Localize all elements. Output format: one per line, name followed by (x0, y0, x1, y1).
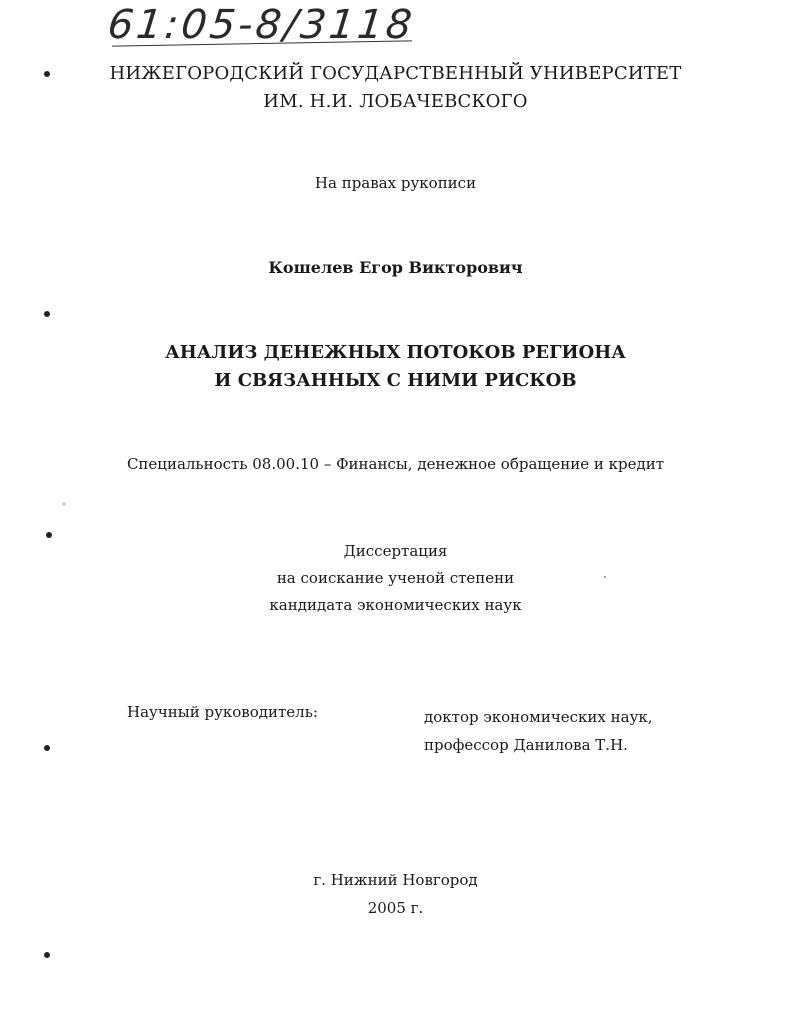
year: 2005 г. (367, 899, 424, 917)
binding-hole-mark (44, 311, 50, 317)
supervisor-name: профессор Данилова Т.Н. (424, 736, 628, 754)
dissertation-title (0, 339, 791, 395)
author-name: Кошелев Егор Викторович (268, 258, 523, 277)
specialty: Специальность 08.00.10 – Финансы, денежное обращение и кредит (126, 455, 665, 473)
supervisor-info (424, 703, 653, 759)
place-and-year (0, 866, 791, 922)
university-line-1: НИЖЕГОРОДСКИЙ ГОСУДАРСТВЕННЫЙ УНИВЕРСИТЕТ (109, 63, 682, 84)
supervisor-degree: доктор экономических наук, (424, 708, 653, 726)
binding-hole-mark (44, 745, 50, 751)
degree-line-1: Диссертация (343, 542, 448, 560)
binding-hole-mark (46, 532, 52, 538)
supervisor-label: Научный руководитель: (127, 703, 318, 721)
university-name (0, 60, 791, 116)
scan-speck (604, 576, 606, 578)
title-line-1: АНАЛИЗ ДЕНЕЖНЫХ ПОТОКОВ РЕГИОНА (165, 342, 626, 363)
scan-speck (63, 503, 65, 505)
rights-note: На правах рукописи (314, 174, 477, 192)
archive-number-handwritten: 61:05-8/3118 (105, 2, 417, 48)
binding-hole-mark (44, 71, 50, 77)
city: г. Нижний Новгород (313, 871, 478, 889)
title-line-2: И СВЯЗАННЫХ С НИМИ РИСКОВ (214, 370, 577, 391)
binding-hole-mark (44, 952, 50, 958)
degree-line-3: кандидата экономических наук (269, 596, 522, 614)
university-line-2: ИМ. Н.И. ЛОБАЧЕВСКОГО (263, 91, 528, 112)
degree-statement (0, 538, 791, 619)
degree-line-2: на соискание ученой степени (276, 569, 515, 587)
